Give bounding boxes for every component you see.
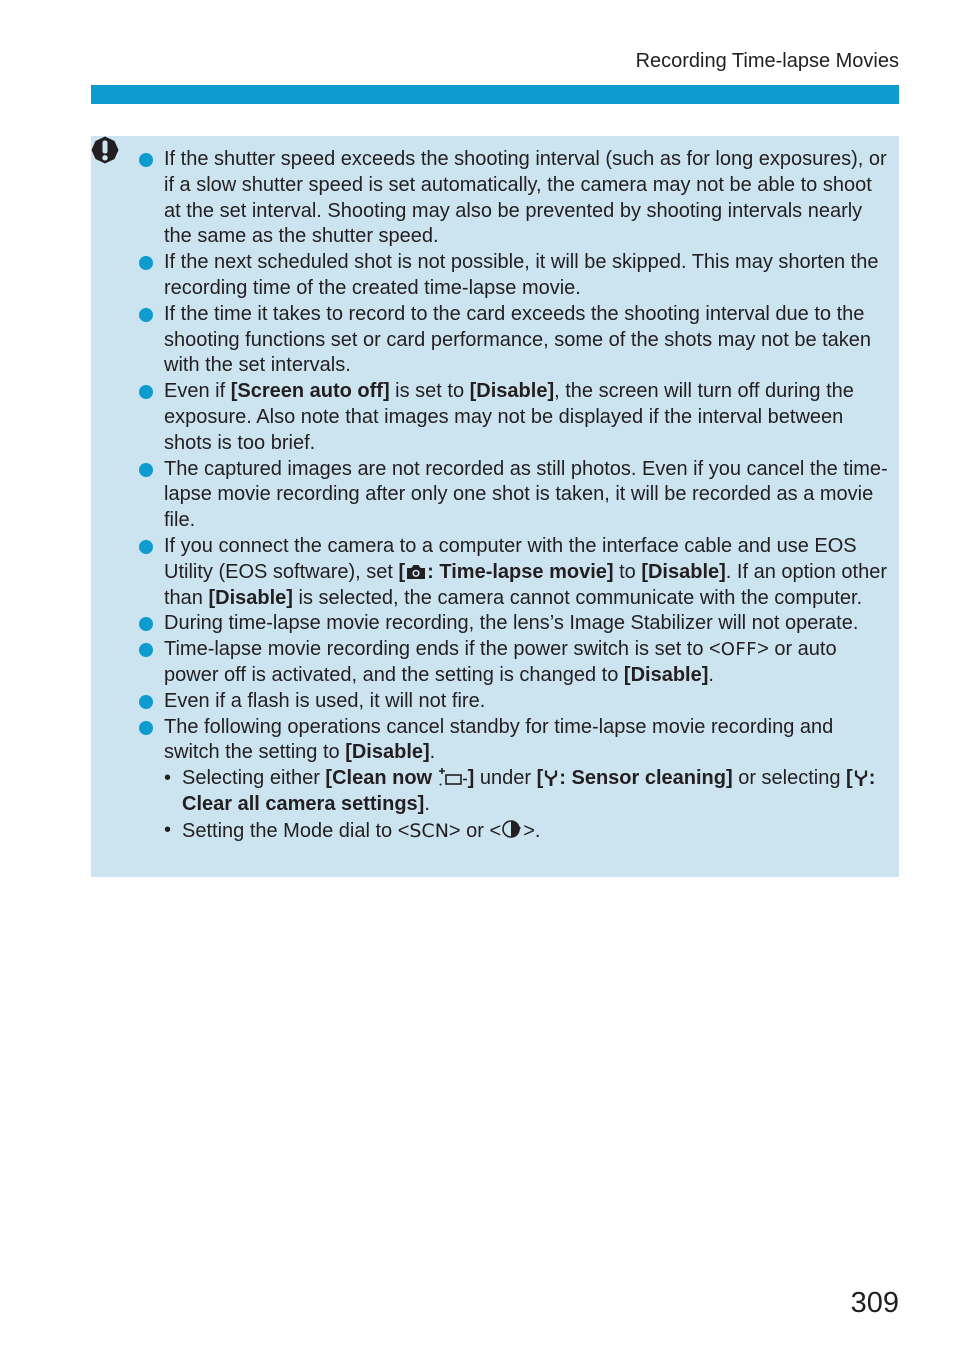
menu-label: : Clear all camera settings] [182, 767, 876, 815]
caution-item-still-photos [139, 457, 891, 534]
caution-text: If the time it takes to record to the card exceeds the shooting interval due to the shooting functions set or card performance, some of the shots may not be taken with the set intervals. [164, 302, 872, 377]
caution-item-eos-utility [139, 534, 891, 611]
caution-text: During time-lapse movie recording, the lens’s Image Stabilizer will not operate. [164, 612, 859, 635]
caution-text: under [474, 767, 537, 790]
scn-icon: SCN [409, 819, 449, 842]
menu-reference [537, 767, 733, 789]
bracket: [ [846, 767, 853, 790]
caution-text: or selecting [732, 767, 847, 790]
caution-text: . If an option other than [164, 560, 888, 609]
sub-item-mode-dial [164, 818, 891, 845]
header-accent-bar [91, 85, 899, 104]
caution-text: The captured images are not recorded as still photos. Even if you cancel the time-lapse movie recording after only one shot is taken, it will be recorded as a movie file. [164, 457, 888, 532]
menu-value: [Disable] [345, 741, 430, 764]
camera-icon [405, 563, 427, 581]
caution-item-power-switch [139, 637, 891, 689]
caution-text: to [613, 560, 642, 583]
caution-text: If you connect the camera to a computer with the interface cable and use EOS Utility (EOS software), set [164, 534, 857, 583]
page-number: 309 [850, 1287, 899, 1319]
caution-item-skipped-shot [139, 250, 891, 302]
caution-icon [90, 135, 120, 165]
sensor-clean-icon [438, 767, 468, 787]
creative-filters-icon [501, 818, 523, 840]
menu-label: : Time-lapse movie] [427, 560, 614, 583]
caution-text: . [424, 792, 430, 815]
menu-value: [Disable] [208, 586, 293, 609]
caution-text: Setting the Mode dial to < [182, 819, 410, 842]
caution-text: . [429, 741, 436, 764]
caution-text: Selecting either [182, 767, 326, 790]
caution-text: Even if a flash is used, it will not fire. [164, 689, 486, 712]
bracket: [ [536, 767, 544, 790]
running-header: Recording Time-lapse Movies [635, 50, 899, 72]
caution-list [139, 147, 891, 845]
caution-text: is selected, the camera cannot communicate with the computer. [292, 586, 863, 609]
caution-text: The following operations cancel standby for time-lapse movie recording and switch the setting to [164, 715, 834, 764]
off-icon: OFF [720, 639, 758, 661]
menu-reference: [Screen auto off] [230, 380, 390, 403]
menu-label: : Sensor cleaning] [559, 767, 733, 790]
caution-text: > or < [448, 819, 502, 842]
wrench-icon [853, 769, 869, 787]
caution-text: If the next scheduled shot is not possible, it will be skipped. This may shorten the recording time of the created time-lapse movie. [164, 251, 879, 299]
menu-reference [399, 561, 614, 583]
bracket: ] [467, 767, 475, 790]
caution-text: > or auto power off is activated, and the setting is changed to [164, 638, 837, 686]
menu-label: [Clean now [325, 767, 438, 790]
sub-item-sensor-cleaning [164, 766, 891, 818]
caution-text: If the shutter speed exceeds the shooting interval (such as for long exposures), or if a slow shutter speed is set automatically, the camera may not be able to shoot at the set interval. Shooting may also be prevented by shooting intervals nearly the same as the shutter speed. [164, 148, 887, 248]
menu-value: [Disable] [469, 380, 555, 403]
menu-value: [Disable] [641, 560, 726, 583]
caution-text: >. [523, 819, 541, 842]
caution-item-image-stabilizer [139, 611, 891, 637]
caution-item-shutter-speed [139, 147, 891, 250]
caution-item-cancel-standby [139, 715, 891, 845]
caution-item-card-performance [139, 302, 891, 379]
menu-value: [Disable] [623, 663, 709, 686]
caution-text: , the screen will turn off during the exposure. Also note that images may not be displayed if the interval between shots is too brief. [164, 380, 854, 454]
menu-reference [325, 767, 474, 789]
wrench-icon [543, 769, 559, 787]
bracket: [ [398, 560, 406, 583]
caution-text: . [708, 663, 714, 686]
caution-text: Even if [164, 380, 231, 403]
caution-item-flash [139, 689, 891, 715]
caution-item-screen-auto-off [139, 379, 891, 456]
caution-text: Time-lapse movie recording ends if the power switch is set to < [164, 638, 721, 661]
cancel-operations-list [164, 766, 891, 844]
caution-text: is set to [389, 380, 470, 403]
